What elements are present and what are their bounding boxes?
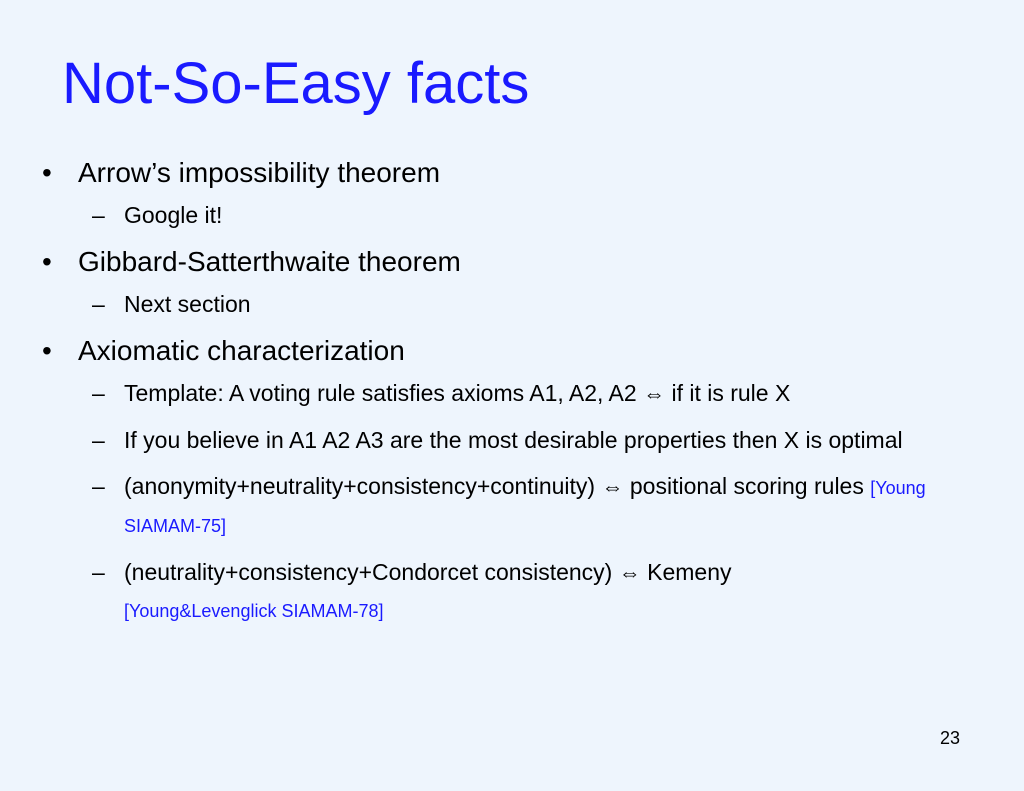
sub-item — [40, 286, 970, 322]
bullet-item — [40, 244, 970, 280]
bullet-item — [40, 155, 970, 191]
sub-item — [40, 197, 970, 233]
bullet-text: Axiomatic characterization — [78, 335, 405, 366]
sub-text-before: (anonymity+neutrality+consistency+continuity) — [124, 473, 602, 499]
bullet-item — [40, 333, 970, 369]
sub-item — [40, 554, 970, 629]
sub-text: Google it! — [124, 202, 223, 228]
sub-text-before: Template: A voting rule satisfies axioms A1, A2, A2 — [124, 380, 644, 406]
page-number: 23 — [939, 728, 960, 748]
sub-text-after: Kemeny — [640, 559, 732, 585]
citation: [Young SIAMAM-75] — [124, 478, 926, 536]
bullet-text: Gibbard-Satterthwaite theorem — [78, 246, 461, 277]
iff-arrow-icon: ⇔ — [643, 381, 666, 406]
sub-text-after: positional scoring rules — [623, 473, 871, 499]
bullet-marker: • — [42, 246, 52, 277]
sub-item — [40, 422, 970, 458]
bullet-text: Arrow’s impossibility theorem — [78, 157, 441, 188]
citation: [Young&Levenglick SIAMAM-78] — [124, 601, 384, 621]
slide-title: Not-So-Easy facts — [62, 51, 530, 116]
dash-marker: – — [92, 380, 105, 406]
sub-text-before: (neutrality+consistency+Condorcet consistency) — [124, 559, 619, 585]
sub-item — [40, 375, 970, 412]
dash-marker: – — [92, 202, 105, 228]
bullet-marker: • — [42, 335, 52, 366]
dash-marker: – — [92, 427, 105, 453]
dash-marker: – — [92, 559, 105, 585]
dash-marker: – — [92, 473, 105, 499]
iff-arrow-icon: ⇔ — [618, 560, 641, 585]
sub-text-after: if it is rule X — [665, 380, 791, 406]
sub-text: Next section — [124, 291, 251, 317]
bullet-marker: • — [42, 157, 52, 188]
sub-item — [40, 468, 970, 544]
dash-marker: – — [92, 291, 105, 317]
iff-arrow-icon: ⇔ — [601, 474, 624, 499]
slide-body — [40, 155, 970, 639]
sub-text: If you believe in A1 A2 A3 are the most desirable properties then X is optimal — [124, 427, 903, 453]
